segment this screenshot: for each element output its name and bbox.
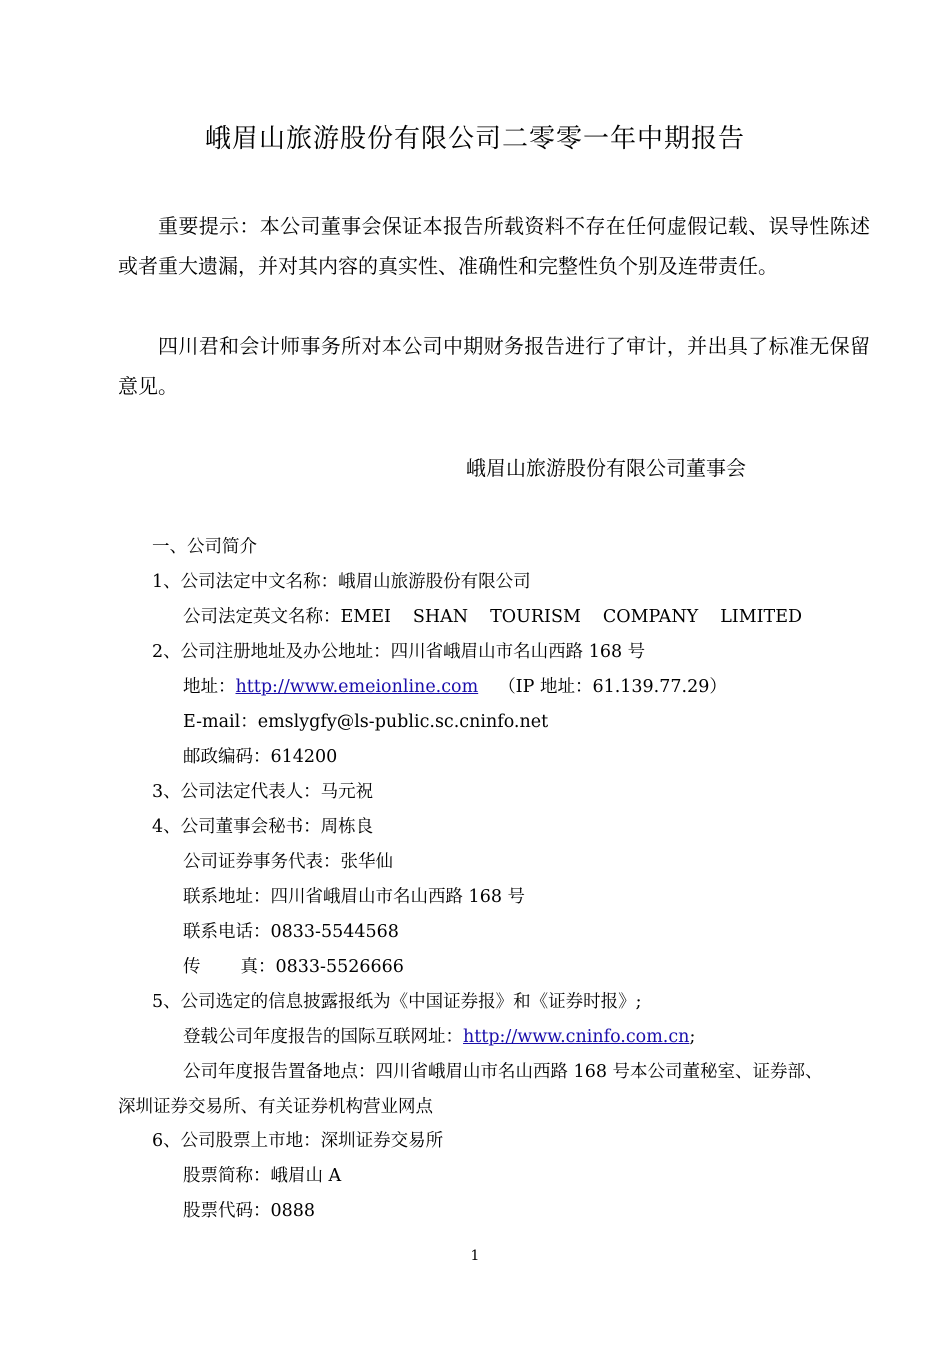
item-chinese-name: 1、公司法定中文名称：峨眉山旅游股份有限公司	[152, 572, 531, 592]
website-row	[183, 673, 727, 698]
item-legal-representative: 3、公司法定代表人：马元祝	[152, 782, 374, 802]
ip-address: （IP 地址：61.139.77.29）	[498, 677, 727, 697]
page-number: 1	[470, 1248, 480, 1264]
cninfo-link[interactable]: http://www.cninfo.com.cn	[463, 1027, 690, 1047]
report-place-line2: 深圳证券交易所、有关证券机构营业网点	[118, 1097, 433, 1117]
english-name-word: SHAN	[412, 607, 469, 627]
important-notice: 重要提示：本公司董事会保证本报告所载资料不存在任何虚假记载、误导性陈述或者重大遗漏，并对其内容的真实性、准确性和完整性负个别及连带责任。	[118, 214, 870, 278]
fax-value: 真：0833-5526666	[240, 957, 404, 977]
item-disclosure-newspapers: 5、公司选定的信息披露报纸为《中国证券报》和《证券时报》;	[152, 992, 642, 1012]
annual-report-website-row	[183, 1023, 695, 1048]
stock-abbreviation: 股票简称：峨眉山 A	[183, 1166, 342, 1186]
annual-report-website-label: 登载公司年度报告的国际互联网址：	[183, 1027, 463, 1047]
board-signature: 峨眉山旅游股份有限公司董事会	[466, 456, 746, 480]
english-name-word: COMPANY	[602, 607, 699, 627]
fax-label: 传	[183, 957, 201, 977]
contact-address: 联系地址：四川省峨眉山市名山西路 168 号	[183, 887, 526, 907]
item-listing-exchange: 6、公司股票上市地：深圳证券交易所	[152, 1131, 444, 1151]
fax-row	[183, 953, 404, 978]
annual-report-website-suffix: ;	[689, 1027, 696, 1047]
audit-statement: 四川君和会计师事务所对本公司中期财务报告进行了审计，并出具了标准无保留意见。	[118, 334, 870, 398]
stock-code: 股票代码：0888	[183, 1201, 316, 1221]
report-place-line1: 公司年度报告置备地点：四川省峨眉山市名山西路 168 号本公司董秘室、证券部、	[183, 1062, 823, 1082]
english-name-word: TOURISM	[490, 607, 581, 627]
website-link[interactable]: http://www.emeionline.com	[235, 677, 479, 697]
securities-representative: 公司证券事务代表：张华仙	[183, 852, 393, 872]
email-row: E-mail：emslygfy@ls-public.sc.cninfo.net	[183, 712, 549, 732]
contact-phone: 联系电话：0833-5544568	[183, 922, 399, 942]
english-name-word: EMEI	[340, 607, 391, 627]
page-title: 峨眉山旅游股份有限公司二零零一年中期报告	[204, 124, 745, 154]
item-registered-address: 2、公司注册地址及办公地址：四川省峨眉山市名山西路 168 号	[152, 642, 646, 662]
english-name-word: LIMITED	[720, 607, 803, 627]
section-heading: 一、公司简介	[152, 537, 257, 557]
english-name-label: 公司法定英文名称：	[183, 607, 341, 627]
item-english-name	[183, 603, 802, 628]
website-label: 地址：	[183, 677, 236, 697]
item-board-secretary: 4、公司董事会秘书：周栋良	[152, 817, 374, 837]
postcode-row: 邮政编码：614200	[183, 747, 338, 767]
